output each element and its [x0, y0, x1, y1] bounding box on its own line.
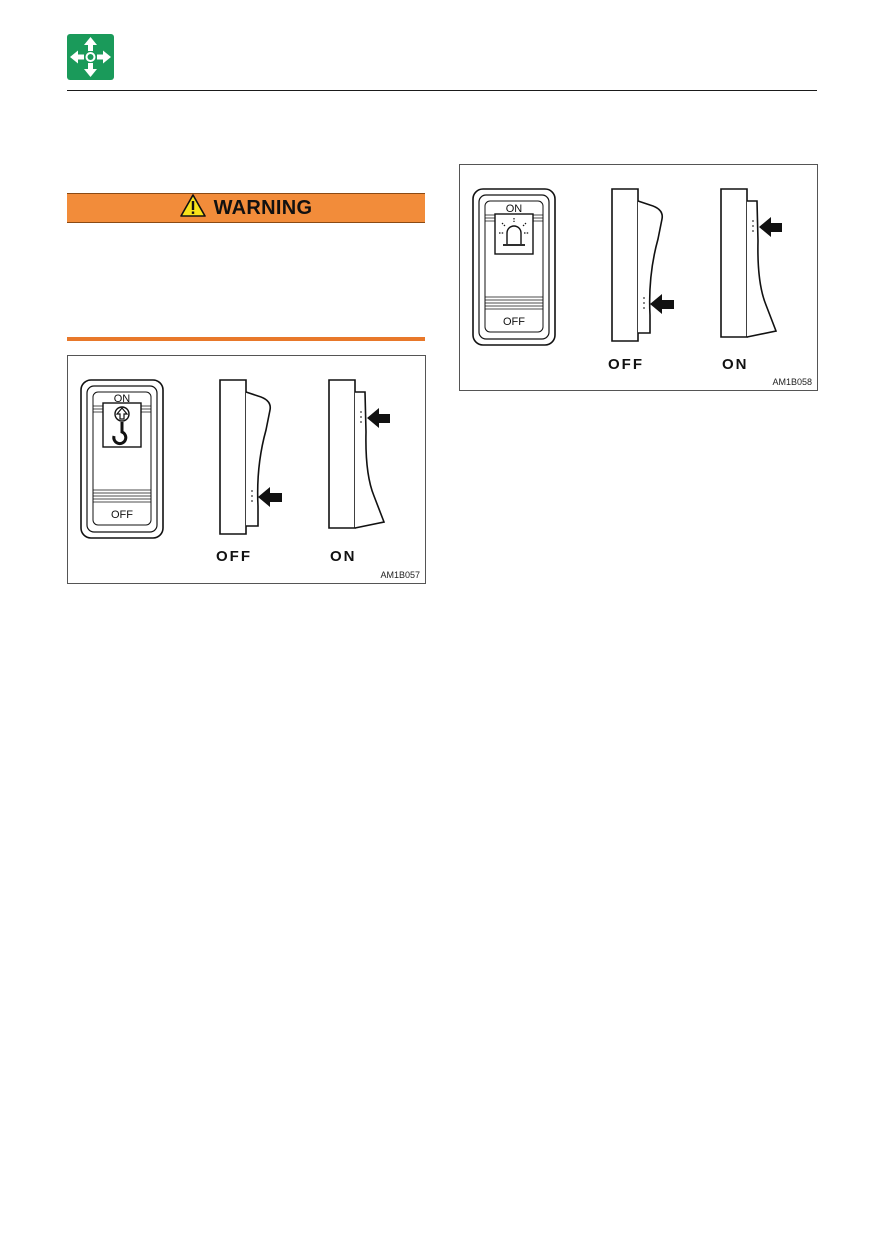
figure-hook-switch [67, 355, 426, 584]
arrow-off [650, 294, 674, 314]
switch-on-text: ON [505, 203, 523, 215]
arrow-off [258, 487, 282, 507]
header-rule [67, 90, 817, 91]
state-off-label: OFF [608, 356, 644, 373]
warning-banner [67, 193, 425, 223]
warning-triangle-icon [180, 194, 206, 222]
figure-code: AM1B057 [380, 570, 420, 580]
move-arrows-icon [67, 34, 114, 80]
state-off-label: OFF [216, 548, 252, 565]
state-on-label: ON [330, 548, 357, 565]
warning-title: WARNING [213, 196, 313, 219]
switch-on-text: ON [113, 393, 131, 405]
warning-end-rule [67, 337, 425, 341]
figure-beacon-switch [459, 164, 818, 391]
arrow-on [759, 217, 782, 237]
arrow-on [367, 408, 390, 428]
state-on-label: ON [722, 356, 749, 373]
figure-code: AM1B058 [772, 377, 812, 387]
switch-off-text: OFF [503, 316, 525, 328]
switch-off-text: OFF [111, 509, 133, 521]
